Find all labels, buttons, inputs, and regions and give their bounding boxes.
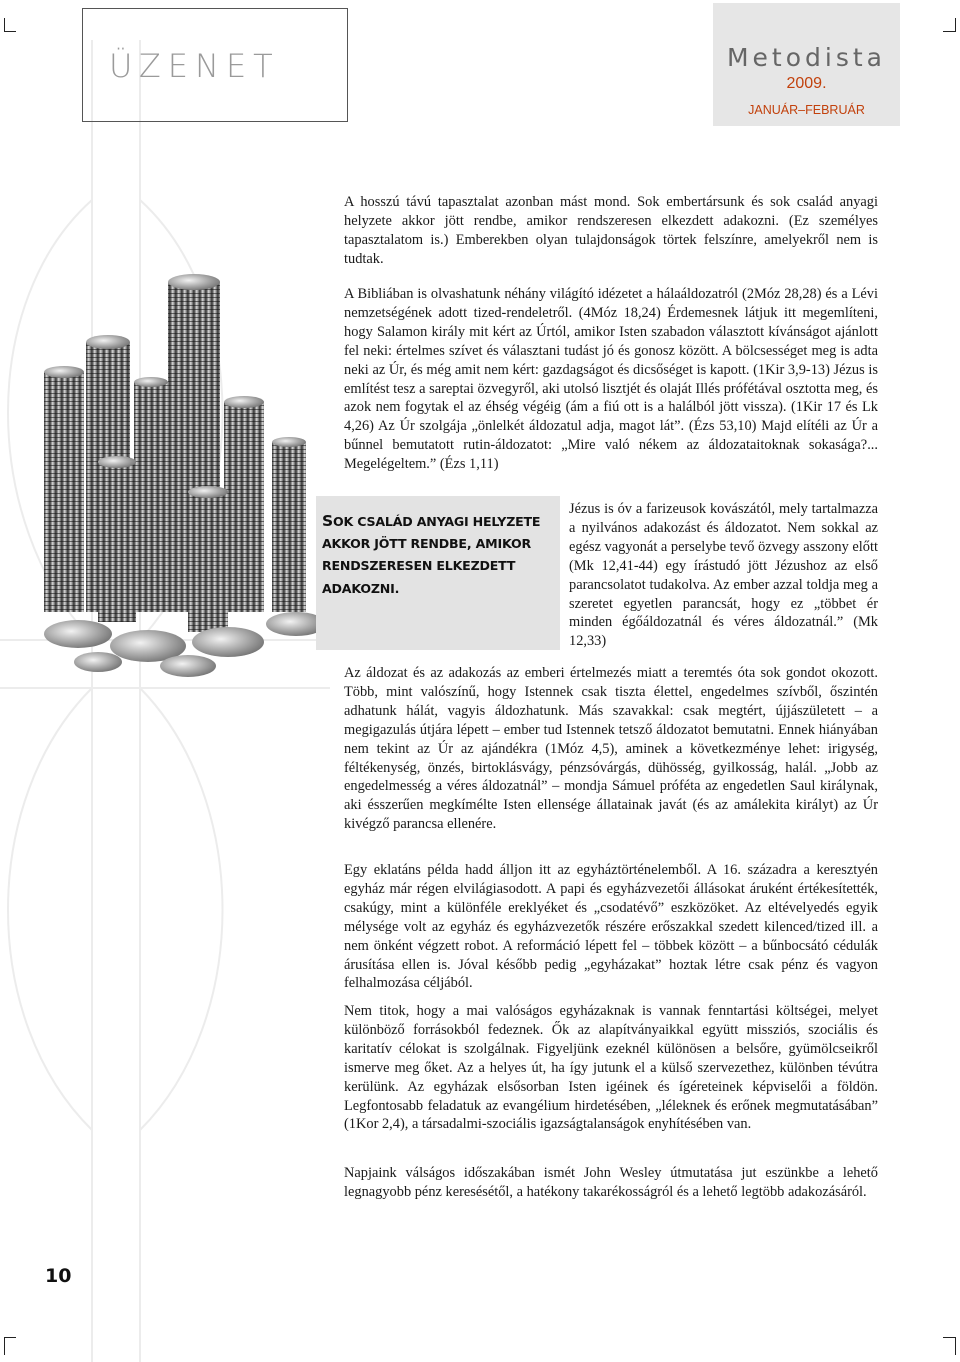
crop-mark [943,31,955,32]
magazine-name: Metodista [726,43,886,72]
article-paragraph-6: Nem titok, hogy a mai valóságos egyházaknak is vannak fenntartási költségei, melyet különböző forrásokból fedeznek. Ők az alapítványaikkal együtt missziós, szociális és karitatív célokat is szolgálnak. Figyeljünk ezeknél különösen a belsőre, gyümölcseikről ismerve meg őket. Az a helyes út, ha így jutunk el a külső szervezethez, különben tévútra kerülünk. Az egyházak elsősorban Isten igéinek és ígéreteinek képviselői a földön. Legfontosabb feladatuk az evangélium hirdetésében, „léleknek és erőnek megmutatásában” (1Kor 2,4), a társadalmi-szociális igazságtalanságok enyhítésében van. [344,1003,878,1133]
issue-months: JANUÁR–FEBRUÁR [748,103,865,117]
page-number: 10 [45,1265,72,1287]
article-paragraph-4: Az áldozat és az adakozás az emberi értelmezés miatt a teremtés óta sok gondot okozott. Több, mint valószínű, hogy Istennek csak tiszta élettel, engedelmes szívből, őszintén adhatunk hálát, vagyis áldozhatunk. Más szavakkal: csak megtért, újjászületett – a megigazulás útjára lépett – ember tud Istennek tetsző áldozatot bemutatni. Ennek hiányában nem tekint az Úr az ajándékra (1Móz 4,5), aminek a következménye lehet: irigység, féltékenység, önzés, birtoklásvágy, pénzsóvárgás, dühösség, gyilkosság, halál. „Jobb az engedelmesség a véres áldozatnál” – mondja Sámuel próféta az engedetlen Saul királynak, aki ésszerűen megkímélte Isten ellensége állatainak javát (és az amálekita királyt) az Úr kivégző parancsa ellenére. [344,665,878,833]
article-paragraph-2: A Bibliában is olvashatunk néhány világító idézetet a hálaáldozatról (2Móz 28,28) és a Lévi nemzetségének adott tized-rendeletről. (4Móz 18,24) Érdemesnek látjuk itt megemlíteni, hogy Salamon király mit kért az Úrtól, amikor Isten szabadon választott kívánságot ajánlott fel neki: értelmes szívet és választani tudást jó és gonosz között. A bölcsességet meg is adta neki az Úr, és még amit nem kért: gazdagságot és dicsőséget is kapott. (1Kir 3,9-13) Jézus is említést tesz a sareptai özvegyről, aki utolsó lisztjét és olaját Illés prófétával osztotta meg, és azok nem fogytak el az éhség végéig (ám a fiú ott is a halálból jött vissza). (1Kir 17 és Lk 4,26) Az Úr szolgája „önlelkét áldozatul adja, magot lát”. (Ézs 53,10) Majd elítéli az Úr a bűnnel bemutatott rutin-áldozatot: „Mire való nékem az áldozataitoknak sokasága?... Megelégeltem.” (Ézs 1,11) [344,286,878,473]
crop-mark [955,1337,956,1355]
article-paragraph-7: Napjaink válságos időszakában ismét John Wesley útmutatása jut eszünkbe a lehető legnagyobb pénz keresésétől, a hatékony takarékosságról és a lehető legtöbb adakozásáról. [344,1165,878,1200]
crop-mark [955,18,956,32]
issue-year: 2009. [786,75,827,92]
article-paragraph-3: Jézus is óv a farizeusok kovászától, mely tartalmazza a nyilvános adakozást és áldozatot. Nem sokkal az egész vagyonát a perselybe tevő özvegy asszony előtt (Mk 12,41-44) egy írástudó jött Jézushoz az első parancsolatot tudakolva. Az ember azzal toldja meg a szeretet egyetlen parancsát, hogy ez „többet ér minden égőáldozatnál és véres áldozatnál.” (Mk 12,33) [569,501,878,650]
crop-mark [943,1337,955,1338]
pull-quote-box [316,496,560,650]
section-title: ÜZENET [109,47,280,85]
coin-stacks-image [38,262,330,682]
section-header-box [82,8,348,122]
pull-quote: SOK CSALÁD ANYAGI HELYZETE AKKOR JÖTT RENDBE, AMIKOR RENDSZERESEN ELKEZDETT ADAKOZNI. [322,512,541,596]
magazine-header-box [713,3,900,126]
article-paragraph-1: A hosszú távú tapasztalat azonban mást mond. Sok embertársunk és sok család anyagi helyzete akkor jött rendbe, amikor rendszeresen elkezdett adakozni. (Ez személyes tapasztalatom is.) Emberekben olyan tulajdonságok törtek felszínre, amelyekről nem is tudtak. [344,194,878,267]
article-paragraph-5: Egy eklatáns példa hadd álljon itt az egyháztörténelemből. A 16. századra a keresztyén egyház már régen elvilágiasodott. A papi és egyházvezetői állásokat áruként értékesítették, csakúgy, mint a különféle ereklyéket és „csodatévő” eszközöket. Az eltévelyedés egyik mélysége volt az egyház és egyházvezetők részére erőszakkal szedett kilenced/tized ill. a nem önként végzett robot. A reformáció lépett fel – többek között – a bűnbocsátó cédulák árusítása ellen is. Jóval később pedig „egyházakat” hoztak létre csak pénz és vagyon felhalmozása céljából. [344,862,878,992]
